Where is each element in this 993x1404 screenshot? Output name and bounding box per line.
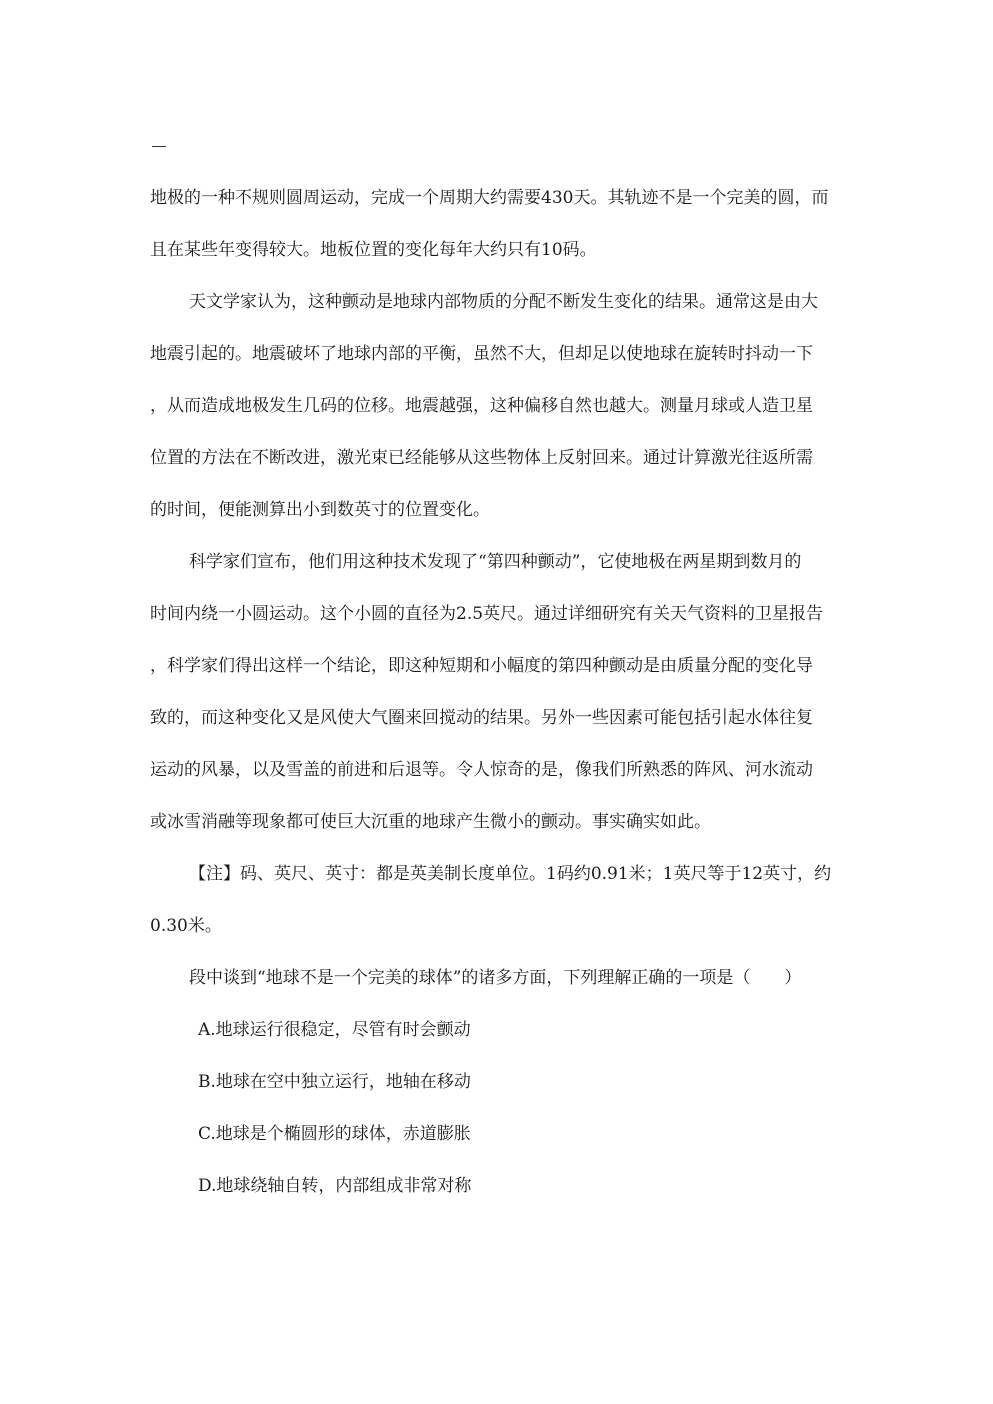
paragraph-line: 位置的方法在不断改进，激光束已经能够从这些物体上反射回来。通过计算激光往返所需	[150, 448, 813, 468]
paragraph-line: ，从而造成地极发生几码的位移。地震越强，这种偏移自然也越大。测量月球或人造卫星	[150, 396, 813, 416]
option-a: A.地球运行很稳定，尽管有时会颤动	[198, 1020, 471, 1040]
paragraph-line: ，科学家们得出这样一个结论，即这种短期和小幅度的第四种颤动是由质量分配的变化导	[150, 656, 813, 676]
option-d: D.地球绕轴自转，内部组成非常对称	[198, 1176, 472, 1196]
note-line: 【注】码、英尺、英寸：都是英美制长度单位。1码约0.91米；1英尺等于12英寸，约	[189, 864, 832, 884]
paragraph-line: 地极的一种不规则圆周运动，完成一个周期大约需要430天。其轨迹不是一个完美的圆，而	[150, 188, 829, 208]
note-line: 0.30米。	[150, 916, 222, 936]
paragraph-line: 地震引起的。地震破坏了地球内部的平衡，虽然不大，但却足以使地球在旋转时抖动一下	[150, 344, 813, 364]
paragraph-line: 科学家们宣布，他们用这种技术发现了“第四种颤动”，它使地极在两星期到数月的	[189, 552, 802, 572]
paragraph-line: 的时间，便能测算出小到数英寸的位置变化。	[150, 500, 490, 520]
paragraph-line: 或冰雪消融等现象都可使巨大沉重的地球产生微小的颤动。事实确实如此。	[150, 812, 711, 832]
question-stem: 段中谈到“地球不是一个完美的球体”的诸多方面，下列理解正确的一项是（ ）	[189, 968, 802, 988]
paragraph-line: 致的，而这种变化又是风使大气圈来回搅动的结果。另外一些因素可能包括引起水体往复	[150, 708, 813, 728]
paragraph-line: 时间内绕一小圆运动。这个小圆的直径为2.5英尺。通过详细研究有关天气资料的卫星报告	[150, 604, 824, 624]
paragraph-line: 天文学家认为，这种颤动是地球内部物质的分配不断发生变化的结果。通常这是由大	[189, 292, 818, 312]
option-b: B.地球在空中独立运行，地轴在移动	[198, 1072, 471, 1092]
paragraph-line: 运动的风暴，以及雪盖的前进和后退等。令人惊奇的是，像我们所熟悉的阵风、河水流动	[150, 760, 813, 780]
paragraph-line: 且在某些年变得较大。地板位置的变化每年大约只有10码。	[150, 240, 597, 260]
top-dash-mark	[152, 146, 166, 147]
option-c: C.地球是个椭圆形的球体，赤道膨胀	[198, 1124, 471, 1144]
